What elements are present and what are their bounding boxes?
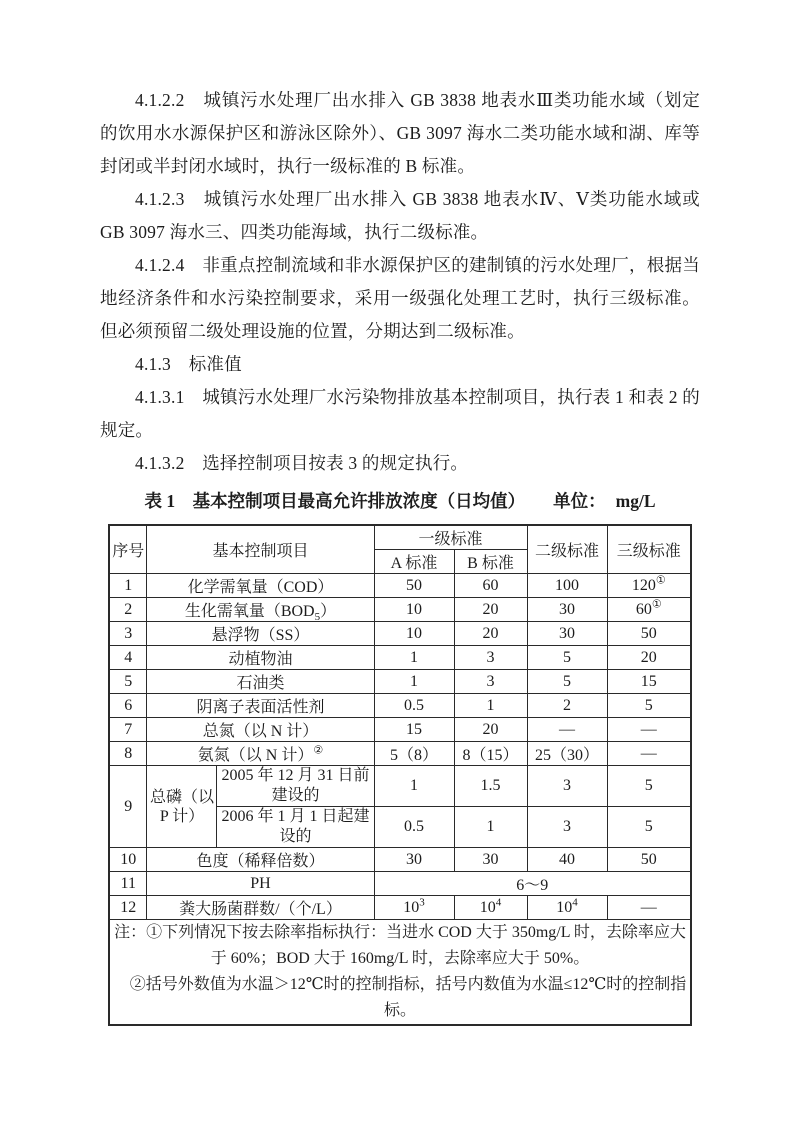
- footnote-mark-2: ②: [313, 744, 324, 757]
- row-item: 总氮（以 N 计）: [147, 718, 374, 742]
- value-b: 3: [454, 646, 527, 670]
- value-a: 1: [374, 670, 454, 694]
- value-a: 1: [374, 646, 454, 670]
- value-a: 0.5: [374, 807, 454, 848]
- value-b: 20: [454, 622, 527, 646]
- row-no: 5: [109, 670, 147, 694]
- row-no: 3: [109, 622, 147, 646]
- value-level2: $10^4$: [527, 896, 607, 920]
- row-no: 10: [109, 848, 147, 872]
- row-item: 氨氮（以 N 计）②: [147, 742, 374, 766]
- row-item: 总磷（以 P 计）: [147, 766, 217, 848]
- value-level3: 50: [607, 622, 691, 646]
- value-a: 10: [374, 622, 454, 646]
- header-index: 序号: [109, 525, 147, 574]
- value-b: $10^4$: [454, 896, 527, 920]
- table-unit-value: mg/L: [615, 491, 656, 511]
- value-level3: 20: [607, 646, 691, 670]
- footnote-mark-1: ①: [651, 598, 662, 611]
- table-row-8: [109, 742, 691, 766]
- table-caption: [100, 488, 700, 514]
- value-b: 3: [454, 670, 527, 694]
- value-b: 60: [454, 574, 527, 598]
- table-row-5: [109, 670, 691, 694]
- table-row-4: [109, 646, 691, 670]
- paragraph-4-1-3-1: 4.1.3.1 城镇污水处理厂水污染物排放基本控制项目，执行表 1 和表 2 的规定。: [100, 387, 700, 440]
- header-row-1: [109, 525, 691, 550]
- row-item: 色度（稀释倍数）: [147, 848, 374, 872]
- table-row-12: [109, 896, 691, 920]
- row-item: 阴离子表面活性剂: [147, 694, 374, 718]
- value-b: 30: [454, 848, 527, 872]
- row-item: 粪大肠菌群数/（个/L）: [147, 896, 374, 920]
- value-level3: 5: [607, 766, 691, 807]
- value-level3: —: [607, 896, 691, 920]
- row-no: 8: [109, 742, 147, 766]
- value-level3: 50: [607, 848, 691, 872]
- value-level2: 3: [527, 766, 607, 807]
- value-a: 5（8）: [374, 742, 454, 766]
- paragraph-4-1-2-3: 4.1.2.3 城镇污水处理厂出水排入 GB 3838 地表水Ⅳ、Ⅴ类功能水域或 GB 3097 海水三、四类功能海域，执行二级标准。: [100, 189, 700, 242]
- row-no: 12: [109, 896, 147, 920]
- value-a: 10: [374, 598, 454, 622]
- value-level3: 15: [607, 670, 691, 694]
- value-b: 20: [454, 718, 527, 742]
- table-row-9a: [109, 766, 691, 807]
- row-no: 11: [109, 872, 147, 896]
- value-a: 50: [374, 574, 454, 598]
- value-a: 30: [374, 848, 454, 872]
- row-item: 动植物油: [147, 646, 374, 670]
- value-b: 20: [454, 598, 527, 622]
- value-level2: 5: [527, 646, 607, 670]
- header-level1: 一级标准: [374, 525, 527, 550]
- header-level1-b: B 标准: [454, 550, 527, 574]
- value-level3: 5: [607, 694, 691, 718]
- value-level2: —: [527, 718, 607, 742]
- exponent: 3: [419, 896, 425, 909]
- value-level3: —: [607, 742, 691, 766]
- value-b: 1.5: [454, 766, 527, 807]
- exponent: 4: [495, 896, 502, 909]
- paragraph-4-1-3-2: 4.1.3.2 选择控制项目按表 3 的规定执行。: [135, 453, 469, 473]
- value-level2: 30: [527, 622, 607, 646]
- value-a: 15: [374, 718, 454, 742]
- row-no: 4: [109, 646, 147, 670]
- header-level3: 三级标准: [607, 525, 691, 574]
- value-level3: 60①: [607, 598, 691, 622]
- exponent: 4: [572, 896, 578, 909]
- table-row-10: [109, 848, 691, 872]
- row-no: 1: [109, 574, 147, 598]
- row-no: 2: [109, 598, 147, 622]
- header-level2: 二级标准: [527, 525, 607, 574]
- sub-item-label: 2005 年 12 月 31 日前建设的: [217, 766, 374, 807]
- table-row-3: [109, 622, 691, 646]
- row-no: 9: [109, 766, 147, 848]
- value-level2: 25（30）: [527, 742, 607, 766]
- value-level2: 40: [527, 848, 607, 872]
- paragraph-4-1-2-4: 4.1.2.4 非重点控制流域和非水源保护区的建制镇的污水处理厂，根据当地经济条件和水污染控制要求，采用一级强化处理工艺时，执行三级标准。但必须预留二级处理设施的位置，分期达到二级标准。: [100, 255, 700, 341]
- row-item: 生化需氧量$(BOD_5)$: [147, 598, 374, 622]
- paragraph-4-1-2-2: 4.1.2.2 城镇污水处理厂出水排入 GB 3838 地表水Ⅲ类功能水域（划定的饮用水水源保护区和游泳区除外）、GB 3097 海水二类功能水域和湖、库等封闭或半封闭水域时，执行一级标准的 B 标准。: [100, 90, 700, 176]
- row-item: PH: [147, 872, 374, 896]
- value-level2: 30: [527, 598, 607, 622]
- value-level2: 2: [527, 694, 607, 718]
- table-title-text: 表 1 基本控制项目最高允许排放浓度（日均值）: [144, 491, 526, 511]
- header-item: 基本控制项目: [147, 525, 374, 574]
- table-row-7: [109, 718, 691, 742]
- table-row-6: [109, 694, 691, 718]
- table-row-2: [109, 598, 691, 622]
- row-item: 悬浮物（SS）: [147, 622, 374, 646]
- note-1: 注：①下列情况下按去除率指标执行：当进水 COD 大于 350mg/L 时，去除率应大于 60%；BOD 大于 160mg/L 时，去除率应大于 50%。: [114, 924, 686, 967]
- header-level1-a: A 标准: [374, 550, 454, 574]
- row-no: 7: [109, 718, 147, 742]
- table-row-1: [109, 574, 691, 598]
- value-b: 1: [454, 694, 527, 718]
- value-level2: 3: [527, 807, 607, 848]
- value-a: 0.5: [374, 694, 454, 718]
- table-notes: [109, 920, 691, 1026]
- row-item: 化学需氧量（COD）: [147, 574, 374, 598]
- table-unit-label: 单位：: [553, 491, 606, 511]
- value-b: 8（15）: [454, 742, 527, 766]
- table-notes-row: [109, 920, 691, 1026]
- sub-item-label: 2006 年 1 月 1 日起建设的: [217, 807, 374, 848]
- value-level3: —: [607, 718, 691, 742]
- footnote-mark-1: ①: [655, 574, 666, 587]
- value-a: 1: [374, 766, 454, 807]
- row-item: 石油类: [147, 670, 374, 694]
- value-a: $10^3$: [374, 896, 454, 920]
- heading-4-1-3: 4.1.3 标准值: [135, 354, 242, 374]
- row-no: 6: [109, 694, 147, 718]
- value-b: 1: [454, 807, 527, 848]
- note-2: ②括号外数值为水温＞12℃时的控制指标，括号内数值为水温≤12℃时的控制指标。: [129, 976, 687, 1019]
- value-level3: 120①: [607, 574, 691, 598]
- table-row-11: [109, 872, 691, 896]
- table-1-basic-control-items: [108, 524, 692, 1026]
- value-level3: 5: [607, 807, 691, 848]
- value-level2: 5: [527, 670, 607, 694]
- value-merged: 6～9: [374, 872, 691, 896]
- value-level2: 100: [527, 574, 607, 598]
